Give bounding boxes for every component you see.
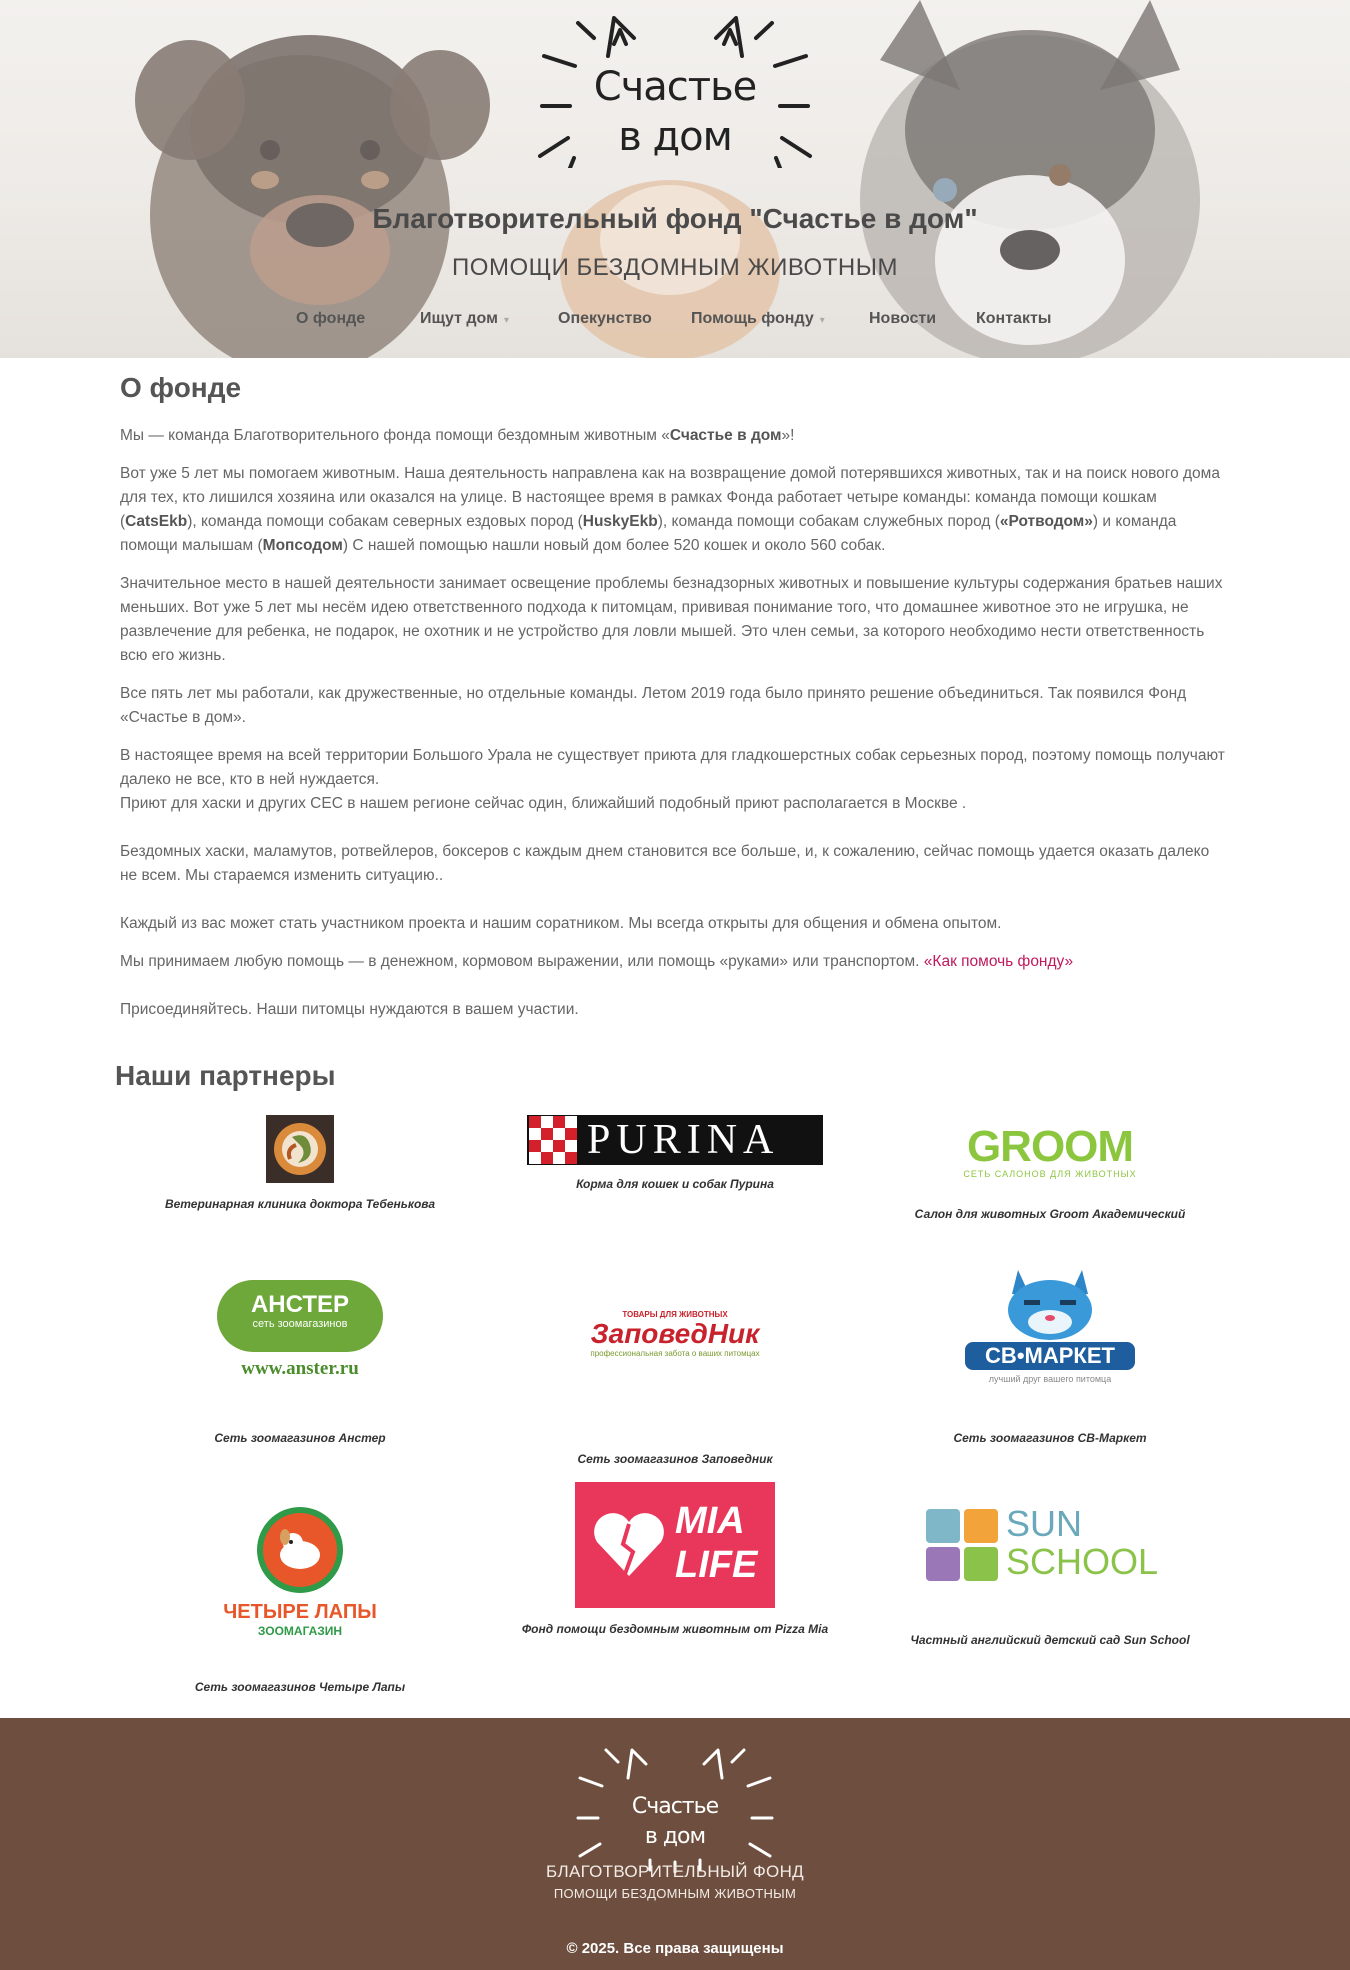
- partner-caption: Салон для животных Groom Академический: [914, 1207, 1186, 1221]
- partner-mia-life[interactable]: [520, 1482, 830, 1642]
- four-paws-wordmark: ЧЕТЫРЕ ЛАПЫ: [223, 1601, 377, 1623]
- about-section: [120, 372, 1230, 1036]
- nav-news-label: Новости: [869, 310, 937, 327]
- chevron-down-icon: ▾: [819, 315, 825, 326]
- team-rotvodom: «Ротводом»: [999, 513, 1093, 530]
- purina-logo: [527, 1115, 823, 1165]
- text: ) и команда помощи малышам (: [120, 513, 1177, 554]
- nav-about-label: О фонде: [296, 310, 366, 327]
- sun-school-logo: [920, 1505, 1180, 1585]
- partner-zapovednik[interactable]: [520, 1310, 830, 1470]
- footer-logo[interactable]: [570, 1738, 780, 1878]
- about-paragraph-4: Все пять лет мы работали, как дружественные, но отдельные команды. Летом 2019 года было принято решение объединиться. Так появился Фонд «Счастье в дом».: [120, 685, 1187, 726]
- partner-caption: Сеть зоомагазинов Заповедник: [577, 1452, 773, 1466]
- zapovednik-top: ТОВАРЫ ДЛЯ ЖИВОТНЫХ: [622, 1310, 728, 1319]
- four-paws-logo: [215, 1505, 385, 1645]
- text: Вот уже 5 лет мы помогаем животным. Наша деятельность направлена как на возвращение домой потерявшихся животных, так и на поиск нового дома для тех, кто лишился хозяина или оказался на улице. В настоящее время в рамках Фонда работает четыре команды: команда помощи кошкам (: [120, 465, 1220, 530]
- partner-caption: Ветеринарная клиника доктора Тебенькова: [164, 1197, 436, 1211]
- groom-tagline: СЕТЬ САЛОНОВ ДЛЯ ЖИВОТНЫХ: [963, 1169, 1137, 1179]
- text: ), команда помощи собакам северных ездовых пород (: [187, 513, 583, 530]
- footer-fund-line: БЛАГОТВОРИТЕЛЬНЫЙ ФОНД: [546, 1862, 804, 1881]
- sv-market-logo: [960, 1262, 1140, 1390]
- about-paragraph-1: [120, 424, 1230, 448]
- nav-seeking-home-label: Ищут дом: [420, 310, 498, 327]
- mia-life-word1: MIA: [675, 1500, 745, 1542]
- about-paragraph-7: Каждый из вас может стать участником проекта и нашим соратником. Мы всегда открыты для общения и обмена опытом.: [120, 915, 1002, 932]
- zapovednik-tagline: профессиональная забота о ваших питомцах: [590, 1349, 760, 1358]
- partner-anster[interactable]: [150, 1280, 450, 1450]
- text: ), команда помощи собакам служебных пород (: [657, 513, 1000, 530]
- text: ) С нашей помощью нашли новый дом более 520 кошек и около 560 собак.: [342, 537, 886, 554]
- site-logo[interactable]: [530, 8, 820, 168]
- team-catsekb: CatsEkb: [125, 513, 188, 530]
- zapovednik-logo: [580, 1310, 770, 1370]
- hero-header: [0, 0, 1350, 358]
- sun-school-word1: SUN: [1006, 1503, 1083, 1544]
- dog-mascot-icon: [255, 1505, 345, 1595]
- anster-url: www.anster.ru: [241, 1358, 359, 1379]
- partner-groom[interactable]: [890, 1122, 1210, 1225]
- nav-guardianship[interactable]: [558, 310, 652, 328]
- team-mopsodom: Мопсодом: [262, 537, 343, 554]
- nav-news[interactable]: [869, 310, 936, 328]
- team-huskyekb: HuskyEkb: [582, 513, 658, 530]
- footer: [0, 1718, 1350, 1970]
- partner-caption: Сеть зоомагазинов Анстер: [214, 1431, 386, 1445]
- partner-vet-clinic[interactable]: [150, 1115, 450, 1215]
- groom-logo: [950, 1122, 1150, 1179]
- partner-caption: Корма для кошек и собак Пурина: [576, 1177, 774, 1191]
- about-paragraph-2: [120, 462, 1230, 558]
- partner-sun-school[interactable]: [890, 1505, 1210, 1665]
- partner-four-paws[interactable]: [150, 1505, 450, 1695]
- text: Приют для хаски и других СЕС в нашем регионе сейчас один, ближайший подобный приют располагается в Москве .: [120, 795, 967, 812]
- about-paragraph-6: Бездомных хаски, маламутов, ротвейлеров, боксеров с каждым днем становится все больше, и, к сожалению, сейчас помощь удается оказать далеко не всем. Мы стараемся изменить ситуацию..: [120, 843, 1210, 884]
- nav-contacts-label: Контакты: [976, 310, 1052, 327]
- footer-fund-line-2: ПОМОЩИ БЕЗДОМНЫМ ЖИВОТНЫМ: [553, 1886, 797, 1901]
- about-paragraph-5: [120, 744, 1230, 816]
- fund-name: Счастье в дом: [669, 427, 782, 444]
- nav-help-fund-label: Помощь фонду: [691, 310, 814, 327]
- about-paragraph-3: Значительное место в нашей деятельности занимает освещение проблемы безнадзорных животных и повышение культуры содержания братьев наших меньших. Вот уже 5 лет мы несём идею ответственного подхода к питомцам, прививая понимание того, что домашнее животное это не игрушка, не развлечение для ребенка, не подарок, не охотник и не устройство для ловли мышей. Это член семьи, за которого необходимо нести ответственность всю его жизнь.: [120, 575, 1223, 664]
- partner-caption: Частный английский детский сад Sun School: [910, 1633, 1190, 1647]
- chevron-down-icon: ▾: [503, 315, 509, 326]
- text: В настоящее время на всей территории Большого Урала не существует приюта для гладкошерстных собак серьезных пород, поэтому помощь получают далеко не все, кто в ней нуждается.: [120, 747, 1225, 788]
- mia-life-logo: [575, 1482, 775, 1608]
- purina-checkerboard-icon: [529, 1116, 577, 1164]
- partner-caption: Сеть зоомагазинов СВ-Маркет: [953, 1431, 1147, 1445]
- nav-seeking-home[interactable]: [420, 310, 509, 328]
- vet-clinic-logo: [266, 1115, 334, 1183]
- partner-caption: Фонд помощи бездомным животным от Pizza Mia: [521, 1622, 829, 1636]
- partners-title: Наши партнеры: [115, 1060, 336, 1091]
- mia-life-word2: LIFE: [675, 1544, 758, 1586]
- groom-wordmark: GROOM: [966, 1122, 1134, 1171]
- anster-badge: [217, 1280, 383, 1352]
- sun-school-word2: SCHOOL: [1006, 1541, 1159, 1582]
- nav-contacts[interactable]: [976, 310, 1051, 328]
- partner-purina[interactable]: [520, 1115, 830, 1195]
- nav-about[interactable]: [296, 310, 365, 328]
- about-paragraph-9: Присоединяйтесь. Наши питомцы нуждаются в вашем участии.: [120, 1001, 579, 1018]
- sun-school-tiles-icon: [924, 1507, 1000, 1583]
- sv-market-wordmark: СВ•МАРКЕТ: [965, 1342, 1135, 1370]
- how-to-help-link[interactable]: «Как помочь фонду»: [923, 953, 1074, 970]
- footer-logo-line1: Счастье: [631, 1794, 719, 1819]
- anster-tagline: сеть зоомагазинов: [252, 1318, 348, 1330]
- site-title: Благотворительный фонд "Счастье в дом": [372, 203, 978, 234]
- sv-market-tagline: лучший друг вашего питомца: [988, 1374, 1112, 1384]
- footer-logo-line2: в дом: [644, 1824, 706, 1849]
- partner-caption: Сеть зоомагазинов Четыре Лапы: [194, 1680, 406, 1694]
- logo-line1: Счастье: [593, 64, 757, 110]
- purina-wordmark: PURINA: [587, 1117, 780, 1163]
- text: Мы принимаем любую помощь — в денежном, кормовом выражении, или помощь «руками» или транспортом.: [120, 953, 924, 970]
- copyright: © 2025. Все права защищены: [566, 1940, 784, 1957]
- text: »!: [781, 427, 795, 444]
- logo-line2: в дом: [618, 114, 732, 160]
- partner-sv-market[interactable]: [890, 1262, 1210, 1452]
- nav-help-fund[interactable]: [691, 310, 825, 328]
- main-nav: [0, 310, 1350, 340]
- four-paws-tagline: ЗООМАГАЗИН: [257, 1624, 343, 1638]
- anster-logo: [217, 1280, 383, 1384]
- about-paragraph-8: [120, 950, 1230, 974]
- heart-icon: [589, 1504, 669, 1584]
- anster-wordmark: АНСТЕР: [250, 1291, 350, 1318]
- nav-guardianship-label: Опекунство: [558, 310, 652, 327]
- cat-mascot-icon: [960, 1262, 1140, 1342]
- about-title: О фонде: [120, 372, 242, 403]
- site-subtitle: ПОМОЩИ БЕЗДОМНЫМ ЖИВОТНЫМ: [452, 254, 898, 281]
- text: Мы — команда Благотворительного фонда помощи бездомным животным «: [120, 427, 670, 444]
- zapovednik-wordmark: ЗаповедНик: [590, 1318, 760, 1349]
